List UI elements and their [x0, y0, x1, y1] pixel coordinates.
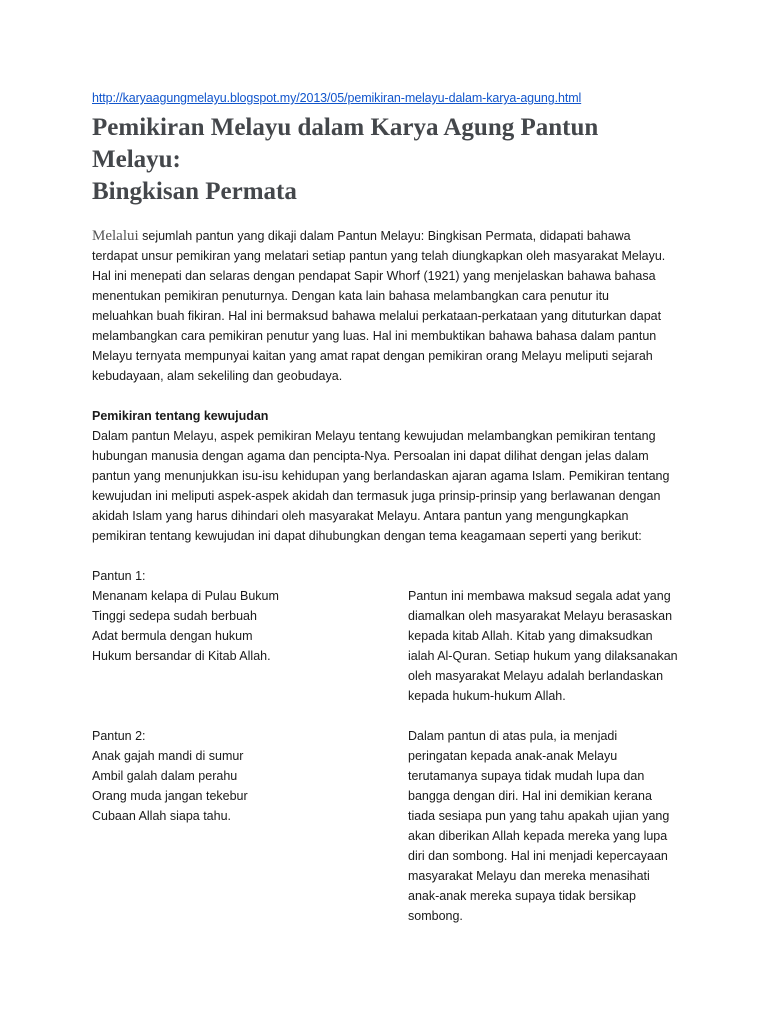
document-page — [92, 90, 692, 946]
title-line-1: Pemikiran Melayu dalam Karya Agung Pantun Melayu: — [92, 114, 599, 173]
pantun-label: Pantun 2: — [92, 729, 146, 743]
pantun-2-verse — [92, 726, 392, 826]
explanation-line: oleh masyarakat Melayu adalah berlandaskan — [408, 669, 664, 683]
pantun-1-verse — [92, 566, 392, 666]
explanation-line: peringatan kepada anak-anak Melayu — [408, 749, 618, 763]
verse-line: Cubaan Allah siapa tahu. — [92, 809, 231, 823]
pantun-2-explanation — [408, 726, 698, 926]
title-line-2: Bingkisan Permata — [92, 178, 297, 205]
document-title — [92, 112, 692, 208]
explanation-line: Pantun ini membawa maksud segala adat yang — [408, 589, 671, 603]
section-line: akidah Islam yang harus dihindari oleh masyarakat Melayu. Antara pantun yang mengungkapkan — [92, 509, 629, 523]
explanation-line: tiada sesiapa pun yang tahu apakah ujian yang — [408, 809, 670, 823]
explanation-line: diamalkan oleh masyarakat Melayu berasaskan — [408, 609, 673, 623]
explanation-line: akan diberikan Allah kepada mereka yang lupa — [408, 829, 668, 843]
intro-line-1-text: sejumlah pantun yang dikaji dalam Pantun Melayu: Bingkisan Permata, didapati bahawa — [138, 229, 631, 243]
explanation-line: anak-anak mereka supaya tidak bersikap — [408, 889, 636, 903]
pantun-block-1 — [92, 566, 692, 726]
explanation-line: Dalam pantun di atas pula, ia menjadi — [408, 729, 618, 743]
intro-line: Hal ini menepati dan selaras dengan pendapat Sapir Whorf (1921) yang menjelaskan bahawa bahasa — [92, 269, 656, 283]
explanation-line: sombong. — [408, 909, 463, 923]
section-paragraph — [92, 426, 692, 546]
intro-line: kebudayaan, alam sekeliling dan geobudaya. — [92, 369, 343, 383]
section-line: pantun yang menunjukkan isu-isu kehidupan yang berlandaskan ajaran agama Islam. Pemikiran tentang — [92, 469, 670, 483]
intro-paragraph — [92, 226, 692, 386]
verse-line: Ambil galah dalam perahu — [92, 769, 238, 783]
verse-line: Orang muda jangan tekebur — [92, 789, 248, 803]
intro-line: melambangkan cara pemikiran penutur yang luas. Hal ini membuktikan bahawa bahasa dalam pantun — [92, 329, 657, 343]
verse-line: Menanam kelapa di Pulau Bukum — [92, 589, 279, 603]
explanation-line: diri dan sombong. Hal ini menjadi kepercayaan — [408, 849, 668, 863]
intro-line: menentukan pemikiran penuturnya. Dengan kata lain bahasa melambangkan cara penutur itu — [92, 289, 609, 303]
section-line: hubungan manusia dengan agama dan pencipta-Nya. Persoalan ini dapat dilihat dengan jelas dalam — [92, 449, 649, 463]
pantun-1-explanation — [408, 586, 698, 706]
explanation-line: masyarakat Melayu dan mereka menasihati — [408, 869, 650, 883]
explanation-line: kepada hukum-hukum Allah. — [408, 689, 566, 703]
intro-line: terdapat unsur pemikiran yang melatari setiap pantun yang telah diungkapkan oleh masyarakat Melayu. — [92, 249, 666, 263]
explanation-line: bangga dengan diri. Hal ini demikian kerana — [408, 789, 652, 803]
explanation-line: terutamanya supaya tidak mudah lupa dan — [408, 769, 645, 783]
intro-line: meluahkan buah fikiran. Hal ini bermaksud bahawa melalui perkataan-perkataan yang dituturkan dapat — [92, 309, 662, 323]
verse-line: Anak gajah mandi di sumur — [92, 749, 244, 763]
pantun-label: Pantun 1: — [92, 569, 146, 583]
explanation-line: ialah Al-Quran. Setiap hukum yang dilaksanakan — [408, 649, 678, 663]
intro-lead-word: Melalui — [92, 228, 139, 244]
explanation-line: kepada kitab Allah. Kitab yang dimaksudkan — [408, 629, 653, 643]
pantun-block-2 — [92, 726, 692, 946]
verse-line: Hukum bersandar di Kitab Allah. — [92, 649, 271, 663]
verse-line: Tinggi sedepa sudah berbuah — [92, 609, 257, 623]
intro-line — [92, 226, 692, 246]
section-line: kewujudan ini meliputi aspek-aspek akidah dan termasuk juga prinsip-prinsip yang berlawanan dengan — [92, 489, 661, 503]
verse-line: Adat bermula dengan hukum — [92, 629, 253, 643]
section-line: Dalam pantun Melayu, aspek pemikiran Melayu tentang kewujudan melambangkan pemikiran tentang — [92, 429, 656, 443]
intro-line: Melayu ternyata mempunyai kaitan yang amat rapat dengan pemikiran orang Melayu meliputi sejarah — [92, 349, 653, 363]
section-heading: Pemikiran tentang kewujudan — [92, 409, 269, 423]
source-url-link[interactable]: http://karyaagungmelayu.blogspot.my/2013/05/pemikiran-melayu-dalam-karya-agung.html — [92, 91, 582, 105]
section-line: pemikiran tentang kewujudan ini dapat dihubungkan dengan tema keagamaan seperti yang berikut: — [92, 529, 642, 543]
